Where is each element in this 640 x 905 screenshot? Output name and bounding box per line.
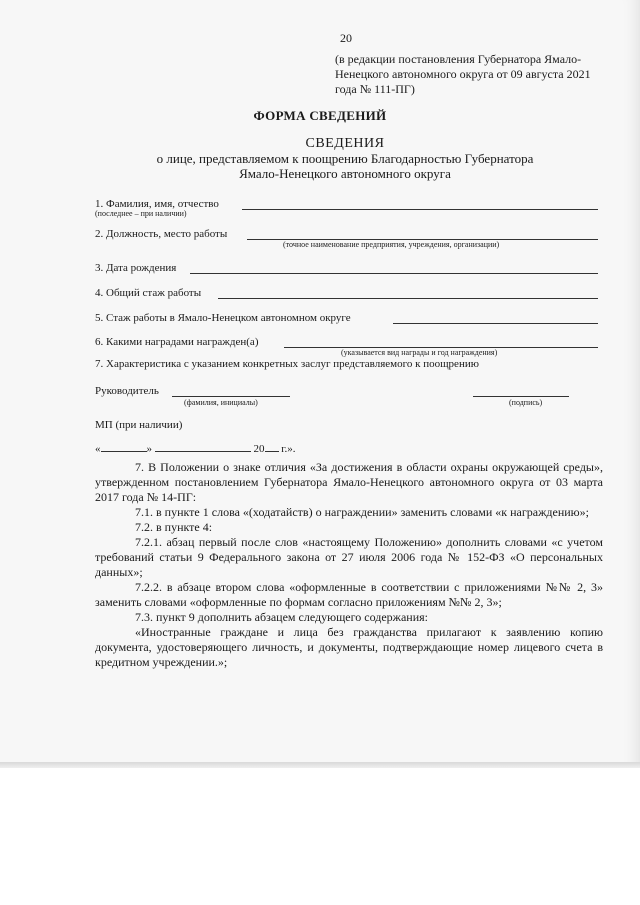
form-title: ФОРМА СВЕДЕНИЙ bbox=[253, 108, 387, 123]
field-4-label: 4. Общий стаж работы bbox=[95, 287, 202, 299]
amendment-paragraph: 7.1. в пункте 1 слова «(ходатайств) о награждении» заменить словами «к награждению»; bbox=[135, 505, 589, 519]
field-1-label: 1. Фамилия, имя, отчество bbox=[95, 198, 219, 210]
field-2-label: 2. Должность, место работы bbox=[95, 228, 228, 240]
field-5-line bbox=[393, 323, 598, 324]
field-1-line bbox=[242, 209, 598, 210]
page-number: 20 bbox=[340, 31, 352, 45]
heading-region: Ямало-Ненецкого автономного округа bbox=[239, 166, 451, 181]
field-3-label: 3. Дата рождения bbox=[95, 262, 177, 274]
field-1-hint: (последнее – при наличии) bbox=[95, 209, 187, 218]
scan-edge bbox=[0, 762, 640, 768]
amendment-paragraph: «Иностранные граждане и лица без гражданства прилагают к заявлению копию документа, удостоверяющего личность, и документы, подтверждающие номер лицевого счета в кредитном учреждении.»; bbox=[95, 625, 603, 669]
heading-title: СВЕДЕНИЯ bbox=[305, 136, 385, 151]
date-open-quote: « bbox=[95, 443, 101, 455]
amendment-paragraph: 7.2.2. в абзаце втором слова «оформленные в соответствии с приложениями №№ 2, 3» заменить словами «оформленные по формам согласно приложениям №№ 2, 3»; bbox=[95, 580, 603, 609]
date-year-prefix: 20 bbox=[253, 443, 265, 455]
date-close-quote: » bbox=[146, 443, 152, 455]
date-line bbox=[95, 443, 296, 455]
amendment-paragraph: 7.2. в пункте 4: bbox=[135, 520, 213, 534]
date-month-blank bbox=[155, 451, 251, 452]
field-2-hint: (точное наименование предприятия, учреждения, организации) bbox=[283, 240, 500, 249]
field-4-line bbox=[218, 298, 598, 299]
field-7-label: 7. Характеристика с указанием конкретных заслуг представляемого к поощрению bbox=[95, 358, 479, 370]
amendment-paragraph: 7.3. пункт 9 дополнить абзацем следующего содержания: bbox=[135, 610, 428, 624]
amendment-paragraph: 7.2.1. абзац первый после слов «настоящему Положению» дополнить словами «с учетом требований статьи 9 Федерального закона от 27 июля 2006 года № 152-ФЗ «О персональных данных»; bbox=[95, 535, 603, 579]
date-suffix: г.». bbox=[281, 443, 296, 455]
sign-line bbox=[473, 396, 569, 397]
field-6-hint: (указывается вид награды и год награждения) bbox=[341, 348, 498, 357]
date-year-blank bbox=[265, 451, 279, 452]
name-hint: (фамилия, инициалы) bbox=[184, 398, 258, 407]
amendments-body bbox=[95, 460, 603, 670]
name-line bbox=[172, 396, 290, 397]
redaction-note: (в редакции постановления Губернатора Ямало-Ненецкого автономного округа от 09 августа 2021 года № 111-ПГ) bbox=[335, 52, 591, 96]
head-label: Руководитель bbox=[95, 385, 159, 397]
stamp-label: МП (при наличии) bbox=[95, 419, 183, 431]
sign-hint: (подпись) bbox=[509, 398, 543, 407]
amendment-paragraph: 7. В Положении о знаке отличия «За достижения в области охраны окружающей среды», утвержденном постановлением Губернатора Ямало-Ненецкого автономного округа от 03 марта 2017 года № 14-ПГ: bbox=[95, 460, 603, 504]
date-day-blank bbox=[101, 451, 147, 452]
heading-subtitle: о лице, представляемом к поощрению Благодарностью Губернатора bbox=[156, 151, 534, 166]
field-5-label: 5. Стаж работы в Ямало-Ненецком автономном округе bbox=[95, 312, 351, 324]
field-6-label: 6. Какими наградами награжден(а) bbox=[95, 336, 259, 348]
field-3-line bbox=[190, 273, 598, 274]
